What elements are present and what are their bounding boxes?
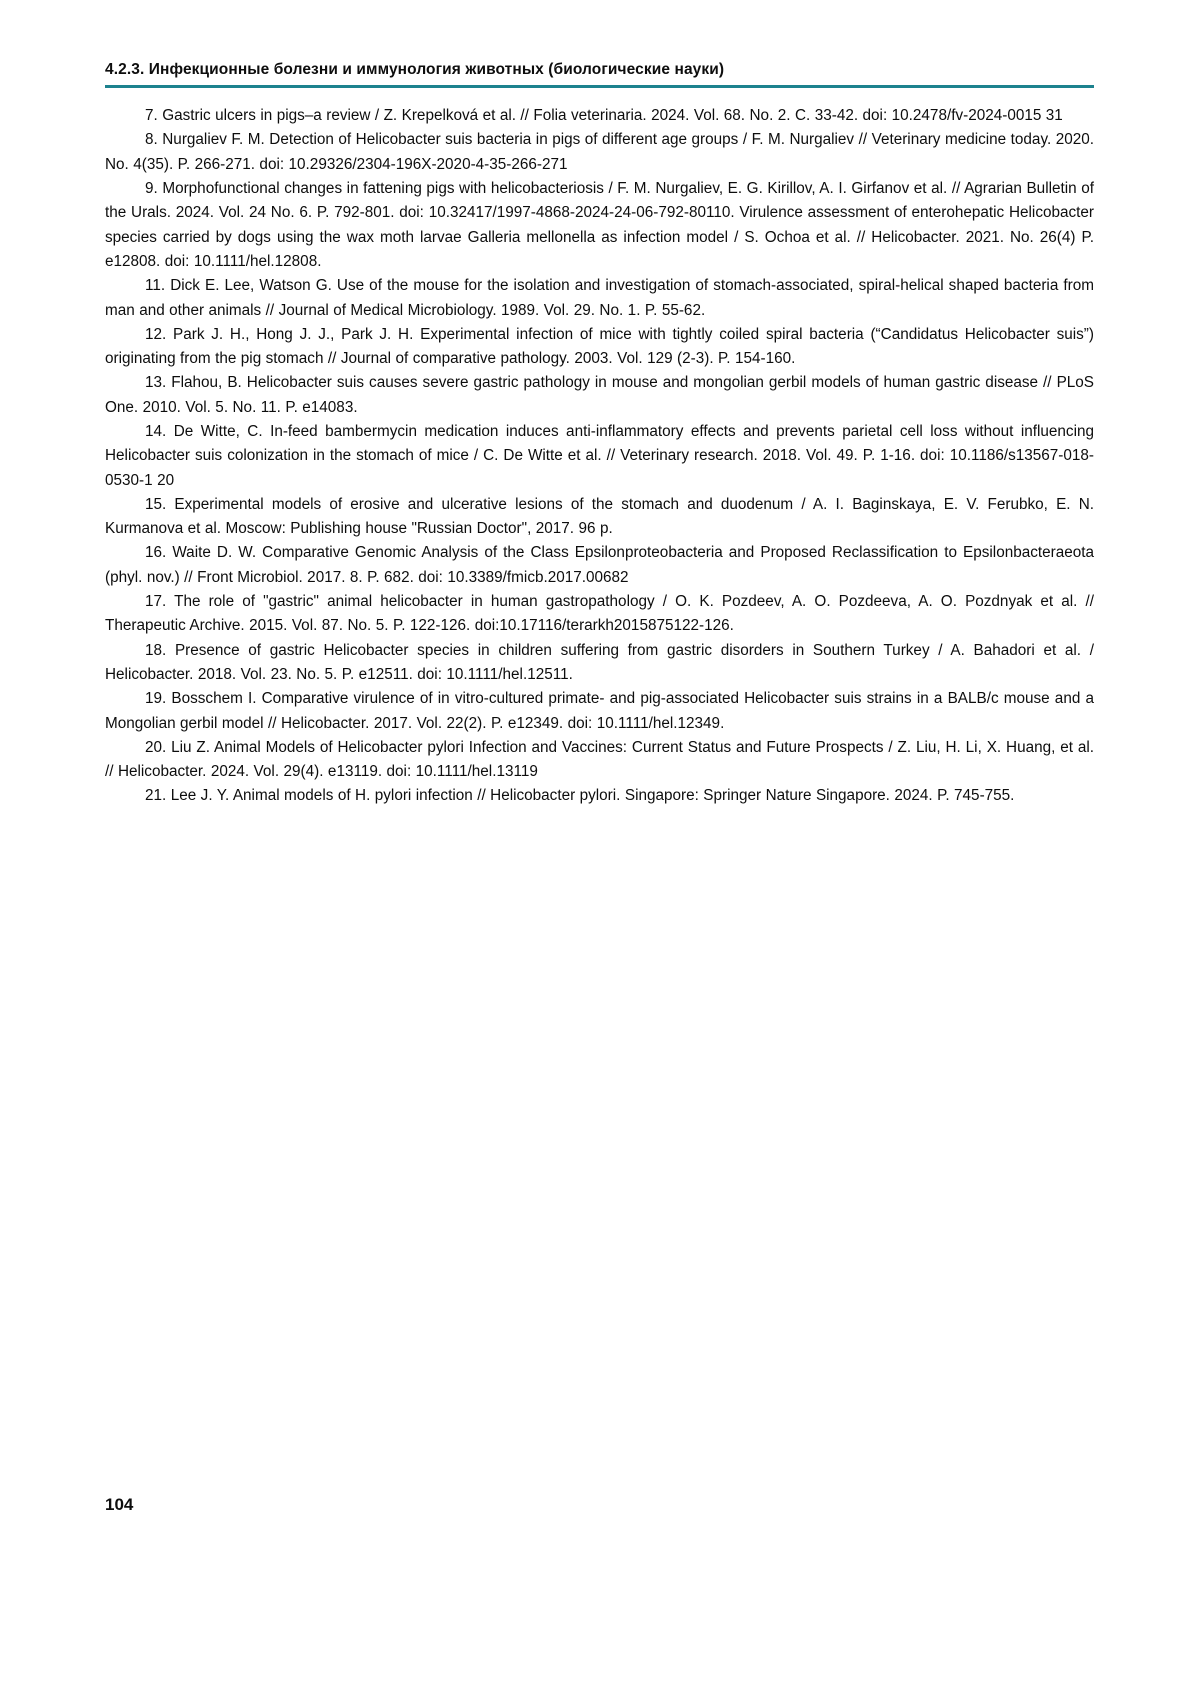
reference-item-21: 21. Lee J. Y. Animal models of H. pylori infection // Helicobacter pylori. Singapore: Springer Nature Singapore. 2024. P. 745-755. — [145, 787, 1015, 805]
reference-item-11: 11. Dick E. Lee, Watson G. Use of the mouse for the isolation and investigation of stomach-associated, spiral-helical shaped bacteria from man and other animals // Journal of Medical Microbiology. 1989. Vol. 29. No. 1. P. 55-62. — [105, 277, 1094, 319]
reference-item-19: 19. Bosschem I. Comparative virulence of in vitro-cultured primate- and pig-associated Helicobacter suis strains in a BALB/c mouse and a Mongolian gerbil model // Helicobacter. 2017. Vol. 22(2). P. e12349. doi: 10.1111/hel.12349. — [105, 690, 1094, 732]
reference-item-13: 13. Flahou, B. Helicobacter suis causes severe gastric pathology in mouse and mongolian gerbil models of human gastric disease // PLoS One. 2010. Vol. 5. No. 11. P. e14083. — [105, 374, 1094, 416]
page-header — [105, 60, 1094, 88]
reference-item-20: 20. Liu Z. Animal Models of Helicobacter pylori Infection and Vaccines: Current Status and Future Prospects / Z. Liu, H. Li, X. Huang, et al. // Helicobacter. 2024. Vol. 29(4). e13119. doi: 10.1111/hel.13119 — [105, 738, 1094, 781]
reference-item-7: 7. Gastric ulcers in pigs–a review / Z. Krepelková et al. // Folia veterinaria. 2024. Vol. 68. No. 2. C. 33-42. doi: 10.2478/fv-2024-0015 31 — [145, 107, 1063, 125]
reference-item-12: 12. Park J. H., Hong J. J., Park J. H. Experimental infection of mice with tightly coiled spiral bacteria (“Candidatus Helicobacter suis”) originating from the pig stomach // Journal of comparative pathology. 2003. Vol. 129 (2-3). P. 154-160. — [105, 325, 1094, 368]
reference-item-16: 16. Waite D. W. Comparative Genomic Analysis of the Class Epsilonproteobacteria and Proposed Reclassification to Epsilonbacteraeota (phyl. nov.) // Front Microbiol. 2017. 8. P. 682. doi: 10.3389/fmicb.2017.00682 — [105, 544, 1094, 586]
reference-item-17: 17. The role of "gastric" animal helicobacter in human gastropathology / O. K. Pozdeev, A. O. Pozdeeva, A. O. Pozdnyak et al. // Therapeutic Archive. 2015. Vol. 87. No. 5. P. 122-126. doi:10.17116/terarkh2015875122-126. — [105, 593, 1094, 635]
reference-item-9-10: 9. Morphofunctional changes in fattening pigs with helicobacteriosis / F. M. Nurgaliev, E. G. Kirillov, A. I. Girfanov et al. // Agrarian Bulletin of the Urals. 2024. Vol. 24 No. 6. P. 792-801. doi: 10.32417/1997-4868-2024-24-06-792-80110. Virulence assessment of enterohepatic Helicobacter species carried by dogs using the wax moth larvae Galleria mellonella as infection model / S. Ochoa et al. // Helicobacter. 2021. No. 26(4) P. e12808. doi: 10.1111/hel.12808. — [105, 180, 1094, 270]
references-list — [105, 104, 1094, 809]
page-number: 104 — [105, 1495, 134, 1514]
reference-item-14: 14. De Witte, C. In-feed bambermycin medication induces anti-inflammatory effects and prevents parietal cell loss without influencing Helicobacter suis colonization in the stomach of mice / C. De Witte et al. // Veterinary research. 2018. Vol. 49. P. 1-16. doi: 10.1186/s13567-018-0530-1 20 — [105, 423, 1094, 489]
reference-item-18: 18. Presence of gastric Helicobacter species in children suffering from gastric disorders in Southern Turkey / A. Bahadori et al. / Helicobacter. 2018. Vol. 23. No. 5. P. e12511. doi: 10.1111/hel.12511. — [105, 641, 1094, 683]
section-heading: 4.2.3. Инфекционные болезни и иммунология животных (биологические науки) — [105, 61, 725, 78]
reference-item-8: 8. Nurgaliev F. M. Detection of Helicobacter suis bacteria in pigs of different age groups / F. M. Nurgaliev // Veterinary medicine today. 2020. No. 4(35). P. 266-271. doi: 10.29326/2304-196X-2020-4-35-266-271 — [105, 131, 1094, 173]
reference-item-15: 15. Experimental models of erosive and ulcerative lesions of the stomach and duodenum / A. I. Baginskaya, E. V. Ferubko, E. N. Kurmanova et al. Moscow: Publishing house "Russian Doctor", 2017. 96 p. — [105, 495, 1094, 538]
heading-underline — [105, 85, 1094, 88]
